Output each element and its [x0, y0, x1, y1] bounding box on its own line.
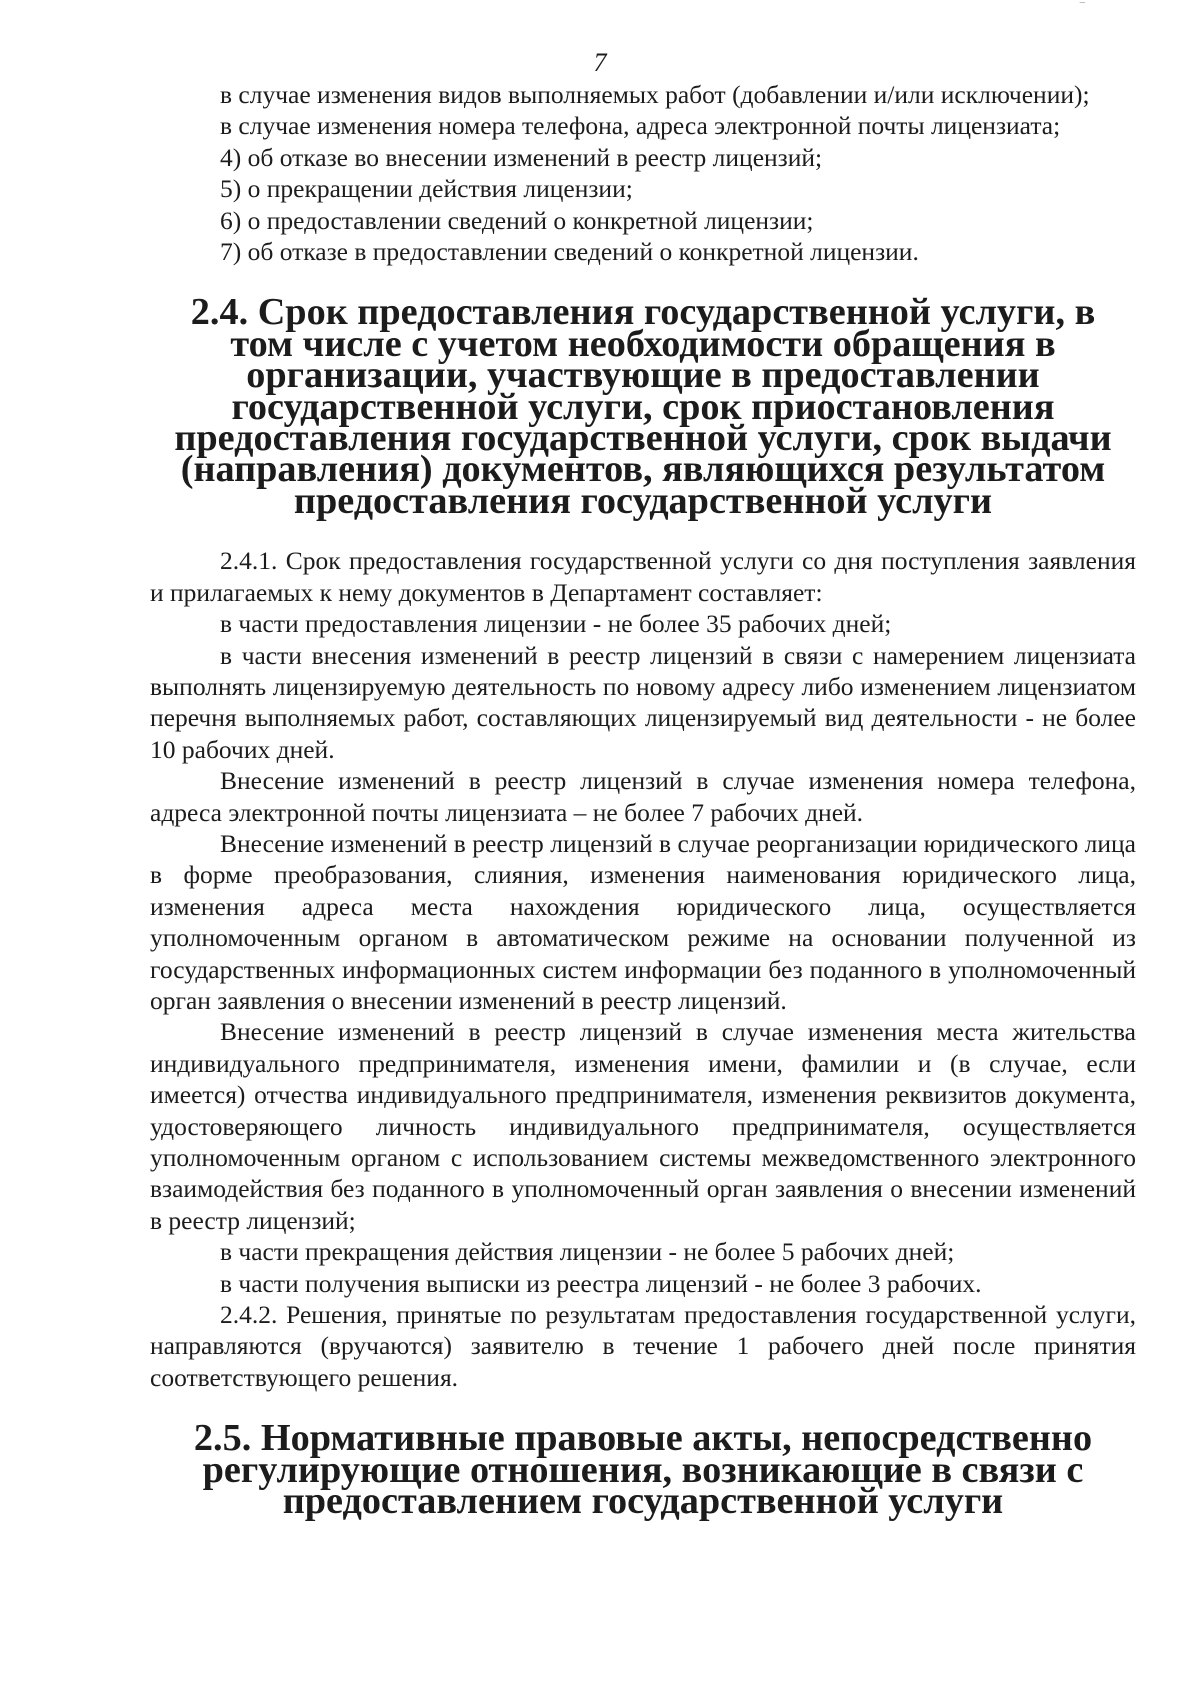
paragraph: в части предоставления лицензии - не более 35 рабочих дней; — [220, 609, 892, 639]
paragraph: в части прекращения действия лицензии - не более 5 рабочих дней; — [220, 1237, 955, 1267]
paragraph: 2.4.2. Решения, принятые по результатам предоставления государственной услуги, направляются (вручаются) заявителю в течение 1 рабочего дней после принятия соответствующего решения. — [150, 1300, 1136, 1392]
scan-mark: ‾ — [1080, 2, 1085, 17]
page-number: 7 — [593, 48, 607, 77]
paragraph: в части получения выписки из реестра лицензий - не более 3 рабочих. — [220, 1268, 982, 1298]
paragraph: Внесение изменений в реестр лицензий в случае изменения места жительства индивидуального предпринимателя, изменения имени, фамилии и (в случае, если имеется) отчества индивидуального предпринимателя, изменения реквизитов документа, удостоверяющего личность индивидуального предпринимателя, осуществляется уполномоченным органом с использованием системы межведомственного электронного взаимодействия без поданного в уполномоченный орган заявления о внесении изменений в реестр лицензий; — [150, 1017, 1136, 1235]
document-body — [150, 79, 1136, 1523]
list-item: 5) о прекращении действия лицензии; — [220, 174, 633, 204]
list-item: 6) о предоставлении сведений о конкретной лицензии; — [220, 205, 814, 235]
section-heading-2-5: 2.5. Нормативные правовые акты, непосредственно регулирующие отношения, возникающие в связи с предоставлением государственной услуги — [193, 1417, 1093, 1523]
list-item: в случае изменения видов выполняемых работ (добавлении и/или исключении); — [220, 80, 1090, 109]
list-item: 4) об отказе во внесении изменений в реестр лицензий; — [220, 142, 823, 172]
list-item: в случае изменения номера телефона, адреса электронной почты лицензиата; — [220, 111, 1061, 141]
paragraph: в части внесения изменений в реестр лицензий в связи с намерением лицензиата выполнять лицензируемую деятельность по новому адресу либо изменением лицензиатом перечня выполняемых работ, составляющих лицензируемый вид деятельности - не более 10 рабочих дней. — [150, 640, 1136, 764]
section-heading-2-4: 2.4. Срок предоставления государственной услуги, в том числе с учетом необходимости обращения в организации, участвующие в предоставлении государственной услуги, срок приостановления предоставления государственной услуги, срок выдачи (направления) документов, являющихся результатом предоставления государственной услуги — [174, 291, 1112, 522]
paragraph: Внесение изменений в реестр лицензий в случае реорганизации юридического лица в форме преобразования, слияния, изменения наименования юридического лица, изменения адреса места нахождения юридического лица, осуществляется уполномоченным органом в автоматическом режиме на основании полученной из государственных информационных систем информации без поданного в уполномоченный орган заявления о внесении изменений в реестр лицензий. — [150, 828, 1136, 1015]
paragraph: 2.4.1. Срок предоставления государственной услуги со дня поступления заявления и прилагаемых к нему документов в Департамент составляет: — [150, 546, 1136, 607]
list-item: 7) об отказе в предоставлении сведений о конкретной лицензии. — [220, 237, 919, 267]
paragraph: Внесение изменений в реестр лицензий в случае изменения номера телефона, адреса электронной почты лицензиата – не более 7 рабочих дней. — [150, 766, 1136, 827]
